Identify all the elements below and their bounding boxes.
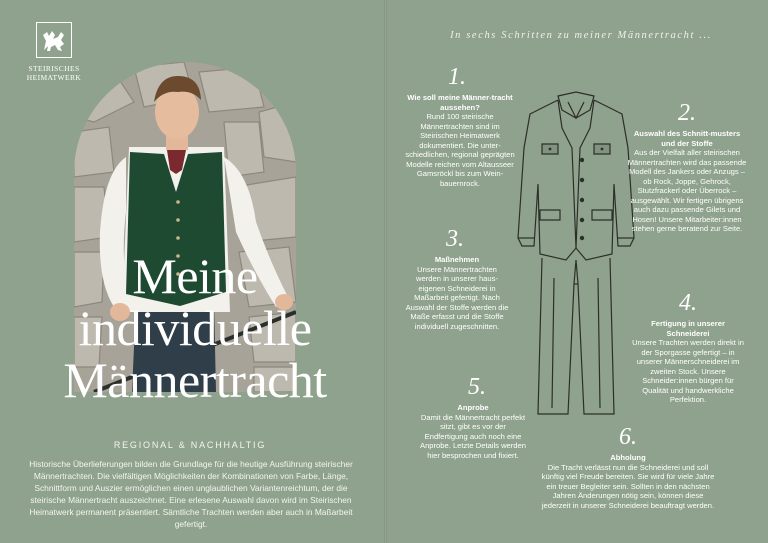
step-title: Fertigung in unserer Schneiderei	[651, 319, 725, 338]
brand-line-1: STEIRISCHES	[28, 64, 80, 73]
step-body: Unsere Männertrachten werden in unserer haus-eigenen Schneiderei in Maßarbeit gefertigt. Nach Auswahl der Stoffe werden die Maße erfasst und die Stoffe individuell zugeschnitten.	[405, 264, 509, 331]
step-title: Abholung	[610, 453, 646, 462]
step-4	[630, 290, 746, 405]
headline-line-3: Männertracht	[63, 352, 327, 408]
headline-line-2: individuelle	[78, 300, 312, 356]
panther-crest-icon	[36, 22, 72, 58]
steps-title: In sechs Schritten zu meiner Männertracht ...	[450, 30, 712, 41]
step-body: Rund 100 steirische Männertrachten sind im Steirischen Heimatwerk dokumentiert. Die unter-schiedlichen, regional geprägten Modelle reichen vom Altausseer Gamsröckl bis zum Wein-bauernrock.	[405, 112, 515, 188]
brand-name	[22, 64, 86, 82]
page-spine	[384, 0, 387, 543]
suit-illustration	[506, 88, 646, 424]
step-number: 4.	[679, 290, 697, 316]
step-3	[404, 226, 510, 331]
step-6	[538, 424, 718, 510]
step-body: Aus der Vielfalt aller steirischen Männertrachten wird das passende Modell des Jankers oder Anzugs – ob Rock, Joppe, Gehrock, Stutzfrackerl oder Überrock – ausgewählt. Wir fertigen übrigens auch dazu passende Gilets und Hosen! Unsere Mitarbeiter:innen stehen gerne beratend zur Seite.	[627, 148, 747, 233]
step-body: Die Tracht verlässt nun die Schneiderei und soll künftig viel Freude bereiten. Sie wird für viele Jahre ein treuer Begleiter sein. Sollten in den nächsten Jahren Änderungen nötig sein, können diese jederzeit in unserer Schneiderei beauftragt werden.	[541, 462, 715, 510]
step-number: 5.	[468, 374, 486, 400]
brand-line-2: HEIMATWERK	[26, 73, 82, 82]
headline-line-1: Meine	[132, 248, 258, 304]
step-2	[626, 100, 748, 234]
step-5	[420, 374, 526, 460]
step-title: Wie soll meine Männer-tracht aussehen?	[407, 93, 513, 112]
step-number: 3.	[446, 226, 464, 252]
step-title: Anprobe	[457, 403, 489, 412]
step-title: Auswahl des Schnitt-musters und der Stoffe	[633, 129, 741, 148]
step-1	[404, 64, 516, 188]
step-number: 1.	[448, 64, 466, 90]
kicker: REGIONAL & NACHHALTIG	[113, 440, 267, 450]
headline	[30, 250, 360, 406]
step-title: Maßnehmen	[434, 255, 480, 264]
step-body: Damit die Männertracht perfekt sitzt, gibt es vor der Endfertigung auch noch eine Anprobe. Letzte Details werden hier besprochen und fixiert.	[420, 412, 526, 460]
brand-logo	[22, 22, 86, 82]
step-number: 6.	[619, 424, 637, 450]
step-body: Unsere Trachten werden direkt in der Sporgasse gefertigt – in unserer Männerschneiderei im zweiten Stock. Unsere Schneider:innen bürgen für Qualität und handwerkliche Perfektion.	[632, 338, 744, 404]
intro-paragraph: Historische Überlieferungen bilden die Grundlage für die heutige Ausführung steirischer Männertrachten. Die vielfältigen Möglichkeiten der Kombinationen von Farbe, Länge, Schnittform und Auszier ermöglichen einen unglaublichen Variantenreichtum, der die steirische Männertracht auszeichnet. Eine erlesene Auswahl davon wird im Steirischen Heimatwerk permanent präsentiert. Sämtliche Trachten werden aber auch in Maßarbeit gefertigt.	[29, 459, 353, 529]
step-number: 2.	[678, 100, 696, 126]
